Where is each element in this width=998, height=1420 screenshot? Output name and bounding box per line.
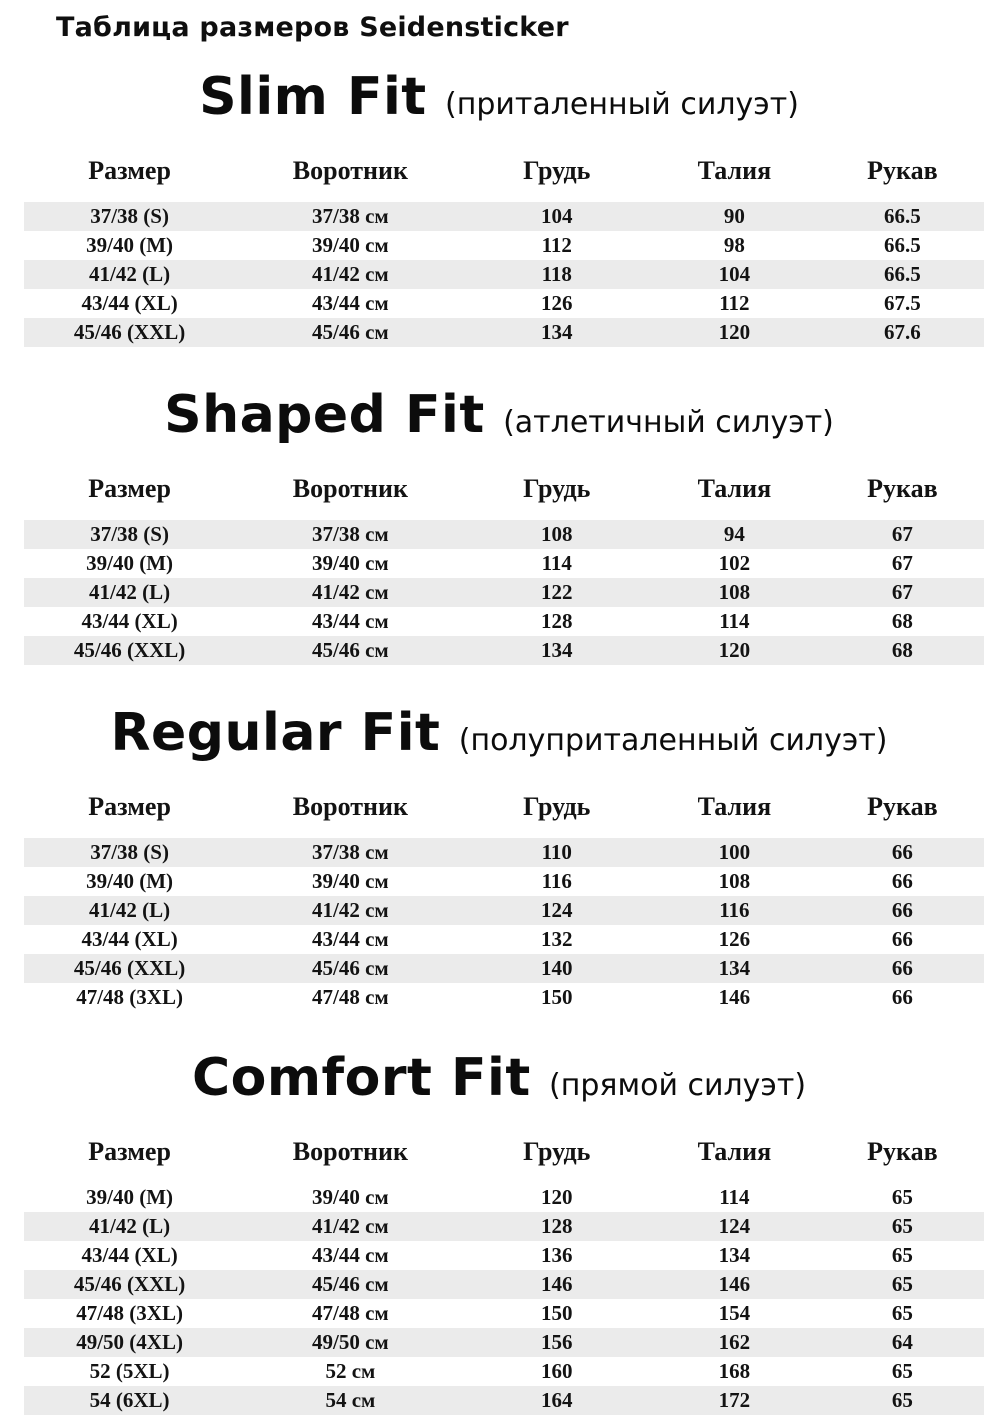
table-cell: 108: [541, 522, 573, 546]
fit-subtitle: (полуприталенный силуэт): [458, 723, 888, 758]
table-cell: 134: [541, 638, 573, 662]
table-cell: 114: [541, 551, 572, 575]
header-row: [24, 466, 984, 520]
table-cell: 65: [891, 1243, 913, 1267]
table-cell: 140: [541, 956, 573, 980]
table-cell: 47/48 см: [312, 985, 389, 1009]
size-chart-page: [0, 12, 998, 1415]
table-cell: 150: [541, 985, 573, 1009]
table-cell: 45/46 (XXL): [73, 320, 186, 344]
table-cell: 45/46 (XXL): [73, 956, 186, 980]
table-cell: 43/44 см: [312, 609, 389, 633]
table-cell: 114: [719, 609, 750, 633]
table-cell: 108: [718, 580, 751, 604]
table-cell: 65: [891, 1388, 913, 1412]
table-cell: 120: [541, 1185, 573, 1209]
table-row: [24, 202, 984, 231]
column-header: Рукав: [867, 156, 938, 185]
section-title: [0, 703, 998, 772]
table-cell: 150: [541, 1301, 573, 1325]
table-cell: 47/48 (3XL): [76, 1301, 183, 1325]
table-cell: 154: [718, 1301, 751, 1325]
table-cell: 39/40 (M): [86, 551, 174, 575]
table-cell: 52 (5XL): [89, 1359, 170, 1383]
table-cell: 67: [891, 580, 913, 604]
fit-section: [0, 67, 998, 347]
table-cell: 172: [718, 1388, 751, 1412]
fit-subtitle: (приталенный силуэт): [445, 87, 799, 122]
table-cell: 146: [718, 985, 751, 1009]
table-cell: 160: [541, 1359, 573, 1383]
table-cell: 98: [723, 233, 745, 257]
table-cell: 39/40 (M): [86, 233, 174, 257]
table-row: [24, 925, 984, 954]
table-cell: 67: [891, 551, 913, 575]
column-header: Талия: [697, 1137, 772, 1166]
page-title: Таблица размеров Seidensticker: [56, 12, 569, 43]
column-header: Талия: [697, 156, 772, 185]
fit-name: Comfort Fit: [191, 1048, 531, 1108]
table-cell: 66: [891, 956, 913, 980]
table-row: [24, 838, 984, 867]
table-cell: 65: [891, 1359, 913, 1383]
table-cell: 45/46 см: [312, 1272, 389, 1296]
table-cell: 39/40 (M): [86, 869, 174, 893]
table-row: [24, 1241, 984, 1270]
size-table: [24, 148, 984, 347]
table-row: [24, 231, 984, 260]
table-cell: 54 см: [325, 1388, 376, 1412]
table-cell: 41/42 (L): [89, 1214, 171, 1238]
table-cell: 43/44 (XL): [81, 927, 178, 951]
table-cell: 45/46 см: [312, 320, 389, 344]
table-cell: 120: [718, 320, 751, 344]
size-table: [24, 1129, 984, 1415]
table-cell: 114: [719, 1185, 750, 1209]
table-cell: 116: [719, 898, 750, 922]
table-cell: 47/48 (3XL): [76, 985, 183, 1009]
table-cell: 134: [718, 1243, 751, 1267]
table-row: [24, 1270, 984, 1299]
table-row: [24, 867, 984, 896]
column-header: Воротник: [292, 1137, 408, 1166]
table-cell: 41/42 см: [312, 1214, 389, 1238]
table-cell: 39/40 см: [312, 869, 389, 893]
table-row: [24, 607, 984, 636]
table-cell: 124: [718, 1214, 751, 1238]
table-cell: 136: [541, 1243, 573, 1267]
fit-name: Regular Fit: [110, 703, 441, 763]
header-row: [24, 148, 984, 202]
table-cell: 41/42 см: [312, 898, 389, 922]
table-cell: 122: [541, 580, 573, 604]
fit-name: Shaped Fit: [164, 385, 485, 445]
table-cell: 104: [541, 204, 573, 228]
header-row: [24, 784, 984, 838]
table-cell: 37/38 (S): [90, 204, 169, 228]
fit-subtitle: (прямой силуэт): [549, 1068, 807, 1103]
sections-container: [0, 67, 998, 1415]
column-header: Воротник: [292, 792, 408, 821]
table-cell: 54 (6XL): [89, 1388, 170, 1412]
table-cell: 102: [718, 551, 751, 575]
table-cell: 124: [541, 898, 573, 922]
column-header: Рукав: [867, 474, 938, 503]
table-cell: 68: [891, 638, 913, 662]
table-cell: 37/38 см: [312, 522, 389, 546]
table-cell: 49/50 (4XL): [76, 1330, 183, 1354]
table-cell: 43/44 см: [312, 927, 389, 951]
table-row: [24, 578, 984, 607]
table-row: [24, 1299, 984, 1328]
table-cell: 132: [541, 927, 573, 951]
table-row: [24, 549, 984, 578]
table-cell: 66.5: [884, 262, 921, 286]
table-cell: 108: [718, 869, 751, 893]
column-header: Талия: [697, 792, 772, 821]
table-cell: 41/42 см: [312, 580, 389, 604]
table-cell: 66.5: [884, 233, 921, 257]
fit-name: Slim Fit: [199, 67, 427, 127]
column-header: Рукав: [867, 1137, 938, 1166]
column-header: Рукав: [867, 792, 938, 821]
table-cell: 43/44 см: [312, 1243, 389, 1267]
table-cell: 146: [718, 1272, 751, 1296]
table-cell: 67.5: [884, 291, 921, 315]
column-header: Воротник: [292, 156, 408, 185]
table-row: [24, 896, 984, 925]
table-cell: 110: [541, 840, 572, 864]
table-cell: 168: [718, 1359, 751, 1383]
table-cell: 49/50 см: [312, 1330, 389, 1354]
table-row: [24, 1328, 984, 1357]
table-cell: 41/42 (L): [89, 262, 171, 286]
table-cell: 45/46 см: [312, 956, 389, 980]
table-cell: 43/44 (XL): [81, 609, 178, 633]
table-cell: 39/40 см: [312, 1185, 389, 1209]
table-cell: 162: [718, 1330, 751, 1354]
table-cell: 37/38 (S): [90, 840, 169, 864]
table-row: [24, 636, 984, 665]
fit-section: [0, 385, 998, 665]
table-cell: 104: [718, 262, 751, 286]
table-cell: 47/48 см: [312, 1301, 389, 1325]
fit-section: [0, 703, 998, 1012]
table-row: [24, 1386, 984, 1415]
table-cell: 120: [718, 638, 751, 662]
table-cell: 126: [718, 927, 751, 951]
column-header: Грудь: [523, 792, 591, 821]
table-row: [24, 1212, 984, 1241]
table-cell: 112: [719, 291, 750, 315]
table-cell: 66: [891, 869, 913, 893]
section-title: [0, 1048, 998, 1117]
table-cell: 52 см: [325, 1359, 376, 1383]
table-cell: 112: [541, 233, 572, 257]
table-cell: 41/42 см: [312, 262, 389, 286]
header-row: [24, 1129, 984, 1183]
table-cell: 67: [891, 522, 913, 546]
table-row: [24, 1357, 984, 1386]
column-header: Размер: [88, 1137, 171, 1166]
section-title: [0, 67, 998, 136]
column-header: Размер: [88, 156, 171, 185]
column-header: Размер: [88, 474, 171, 503]
table-cell: 37/38 см: [312, 204, 389, 228]
table-cell: 64: [891, 1330, 913, 1354]
table-cell: 65: [891, 1301, 913, 1325]
column-header: Размер: [88, 792, 171, 821]
table-cell: 66: [891, 840, 913, 864]
size-table: [24, 784, 984, 1012]
table-cell: 90: [723, 204, 745, 228]
table-cell: 45/46 (XXL): [73, 1272, 186, 1296]
table-cell: 66: [891, 927, 913, 951]
table-cell: 128: [541, 1214, 573, 1238]
table-cell: 65: [891, 1214, 913, 1238]
table-cell: 66.5: [884, 204, 921, 228]
table-row: [24, 520, 984, 549]
table-cell: 68: [891, 609, 913, 633]
table-row: [24, 289, 984, 318]
column-header: Талия: [697, 474, 772, 503]
table-cell: 67.6: [884, 320, 921, 344]
table-cell: 43/44 см: [312, 291, 389, 315]
table-cell: 41/42 (L): [89, 580, 171, 604]
column-header: Грудь: [523, 474, 591, 503]
table-cell: 146: [541, 1272, 573, 1296]
table-cell: 66: [891, 898, 913, 922]
table-cell: 39/40 см: [312, 551, 389, 575]
fit-subtitle: (атлетичный силуэт): [503, 405, 834, 440]
table-cell: 164: [541, 1388, 573, 1412]
table-cell: 116: [541, 869, 572, 893]
table-cell: 156: [541, 1330, 573, 1354]
table-cell: 43/44 (XL): [81, 291, 178, 315]
column-header: Грудь: [523, 156, 591, 185]
table-cell: 128: [541, 609, 573, 633]
size-table: [24, 466, 984, 665]
table-row: [24, 983, 984, 1012]
table-cell: 118: [541, 262, 572, 286]
table-cell: 45/46 см: [312, 638, 389, 662]
table-cell: 134: [541, 320, 573, 344]
table-row: [24, 1183, 984, 1212]
table-row: [24, 318, 984, 347]
table-row: [24, 954, 984, 983]
table-cell: 37/38 (S): [90, 522, 169, 546]
table-cell: 65: [891, 1272, 913, 1296]
fit-section: [0, 1048, 998, 1415]
table-cell: 45/46 (XXL): [73, 638, 186, 662]
table-cell: 100: [718, 840, 751, 864]
table-cell: 65: [891, 1185, 913, 1209]
column-header: Грудь: [523, 1137, 591, 1166]
table-cell: 126: [541, 291, 573, 315]
table-cell: 41/42 (L): [89, 898, 171, 922]
table-cell: 39/40 (M): [86, 1185, 174, 1209]
table-row: [24, 260, 984, 289]
column-header: Воротник: [292, 474, 408, 503]
table-cell: 94: [723, 522, 745, 546]
table-cell: 39/40 см: [312, 233, 389, 257]
table-cell: 134: [718, 956, 751, 980]
table-cell: 66: [891, 985, 913, 1009]
section-title: [0, 385, 998, 454]
table-cell: 37/38 см: [312, 840, 389, 864]
table-cell: 43/44 (XL): [81, 1243, 178, 1267]
